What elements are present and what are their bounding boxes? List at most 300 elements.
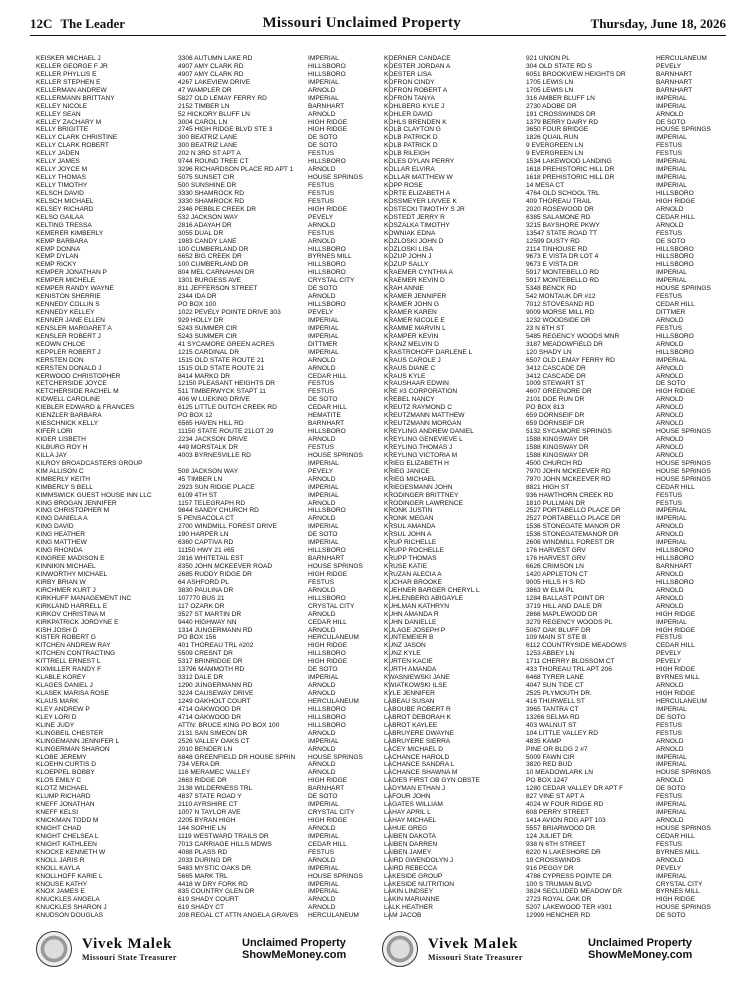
listing-row [36, 333, 380, 341]
owner-city: BYRNES MILL [308, 253, 352, 261]
owner-address: 109 MAIN ST STE B [526, 634, 587, 642]
state-seal-icon [36, 931, 72, 967]
owner-name: KELLY JADEN [36, 150, 80, 158]
owner-city: HOUSE SPRINGS [308, 753, 363, 761]
owner-name: KRUPP ROCHELLE [384, 547, 444, 555]
owner-city: IMPERIAL [308, 801, 339, 809]
owner-address: 100 S TRUMAN BLVD [526, 880, 592, 888]
owner-name: KUNZ JASON [384, 642, 426, 650]
owner-name: KELLY BRIGITTE [36, 126, 89, 134]
owner-address: 619 SHADY CT [178, 904, 225, 912]
owner-city: HILLSBORO [308, 650, 346, 658]
listing-row [36, 833, 380, 841]
owner-city: HILLSBORO [308, 507, 346, 515]
owner-address: 6051 BROOKVIEW HEIGHTS DR [526, 70, 626, 78]
owner-address: 4024 W FOUR RIDGE RD [526, 801, 604, 809]
owner-name: KOLLAR ELVIRA [384, 166, 435, 174]
owner-city: DE SOTO [656, 118, 686, 126]
owner-name: KRIEG JANICE [384, 467, 430, 475]
owner-name: LAKIN MARIANNE [384, 896, 440, 904]
owner-address: 3330 SHAMROCK RD [178, 197, 244, 205]
owner-name: KILBURG ROY H [36, 443, 88, 451]
owner-city: IMPERIAL [308, 737, 339, 745]
owner-city: ARNOLD [308, 293, 336, 301]
listing-row [36, 349, 380, 357]
owner-name: KIM ALLISON C [36, 467, 84, 475]
listing-row [36, 809, 380, 817]
listing-row [384, 507, 728, 515]
owner-name: KRIEGESMANN JOHN [384, 483, 453, 491]
owner-address: 6848 GREENFIELD DR HOUSE SPRIN [178, 753, 296, 761]
owner-name: KUNZ KYLE [384, 650, 421, 658]
owner-city: BARNHART [308, 785, 345, 793]
owner-city: HOUSE SPRINGS [308, 872, 363, 880]
owner-address: 3330 SHAMROCK RD [178, 189, 244, 197]
page-number: 12C [30, 16, 53, 31]
listing-row [36, 277, 380, 285]
owner-name: KWASNIEWSKI JANE [384, 674, 450, 682]
owner-name: KREYLING ANDREW DANIEL [384, 428, 474, 436]
owner-name: LABOUBE ROBERT R [384, 705, 451, 713]
owner-name: KLEY ANDREW P [36, 705, 90, 713]
owner-address: 5 PENSACOLA CT [178, 515, 235, 523]
owner-address: 14 MESA CT [526, 182, 565, 189]
owner-city: ARNOLD [308, 166, 336, 174]
owner-name: LAFOUR JOHN [384, 793, 431, 801]
listing-row [384, 79, 728, 87]
owner-name: KEMP BARBARA [36, 237, 88, 245]
owner-address: 4764 OLD SCHOOL TRL [526, 189, 600, 197]
listing-row [384, 642, 728, 650]
owner-address: 3296 RICHARDSON PLACE RD APT 1 [178, 166, 294, 174]
listing-row [36, 642, 380, 650]
owner-city: CRYSTAL CITY [308, 277, 355, 285]
listing-row [384, 746, 728, 754]
listing-row [384, 666, 728, 674]
listing-row [36, 206, 380, 214]
listing-row [36, 452, 380, 460]
owner-name: KLINGERMAN SHARON [36, 745, 110, 753]
listing-row [384, 357, 728, 365]
owner-city: DE SOTO [656, 785, 686, 793]
owner-name: KEMPER JONATHAN P [36, 269, 107, 277]
owner-address: 1983 CANDY LANE [178, 237, 237, 245]
owner-name: KELLER STEPHEN E [36, 78, 101, 86]
listing-row [36, 547, 380, 555]
owner-city: ARNOLD [308, 682, 336, 690]
listing-row [36, 134, 380, 142]
listing-row [36, 444, 380, 452]
owner-address: 23 N 6TH ST [526, 324, 565, 332]
listing-row [384, 904, 728, 912]
listing-row [384, 253, 728, 261]
owner-city: ARNOLD [656, 777, 684, 785]
owner-address: 4907 AMY CLARK RD [178, 62, 244, 70]
owner-address: 2138 WILDERNESS TRL [178, 785, 253, 793]
listing-row [384, 841, 728, 849]
owner-city: HILLSBORO [308, 70, 346, 78]
owner-name: KELLEY ZACHARY M [36, 118, 102, 126]
owner-city: DITTMER [308, 340, 338, 348]
listing-row [36, 484, 380, 492]
owner-city: ARNOLD [656, 364, 684, 372]
owner-city: FESTUS [656, 229, 683, 237]
owner-address: 2685 RUDDY RIDGE DR [178, 570, 252, 578]
owner-address: 41 SYCAMORE GREEN ACRES [178, 340, 275, 348]
owner-address: 2663 RIDGE DR [178, 777, 227, 785]
owner-name: KRONK MEGAN [384, 515, 434, 523]
owner-city: DE SOTO [308, 142, 338, 150]
owner-city: CRYSTAL CITY [656, 880, 703, 888]
owner-city: HILLSBORO [308, 594, 346, 602]
owner-city: CEDAR HILL [308, 404, 347, 412]
owner-address: 3055 DUAL DR [178, 229, 224, 237]
owner-name: KNOX JAMES E [36, 888, 85, 896]
owner-name: KLOBE JEREMY [36, 753, 87, 761]
listing-row [36, 579, 380, 587]
owner-address: 4267 LAKEVIEW DRIVE [178, 78, 251, 86]
owner-name: KREBEL NANCY [384, 396, 435, 404]
owner-city: HILLSBORO [656, 547, 694, 555]
listing-row [36, 119, 380, 127]
listing-row [384, 634, 728, 642]
owner-name: KOZLOSKI JOHN D [384, 237, 444, 245]
listing-row [36, 674, 380, 682]
owner-address: 117 OZARK DR [178, 602, 225, 610]
listing-row [384, 150, 728, 158]
listing-row [36, 507, 380, 515]
owner-address: 608 PERRY STREET [526, 809, 590, 817]
listing-row [36, 627, 380, 635]
owner-city: CEDAR HILL [308, 372, 347, 380]
owner-name: KNUCKLES SHARON J [36, 904, 107, 912]
owner-name: KETCHERSIDE RACHEL M [36, 388, 119, 396]
listing-row [384, 428, 728, 436]
slogan-website[interactable]: ShowMeMoney.com [242, 949, 347, 961]
owner-city: IMPERIAL [308, 888, 339, 896]
listing-row [36, 714, 380, 722]
listing-row [384, 71, 728, 79]
owner-address: 1588 KINGSWAY DR [526, 451, 589, 459]
listing-row [36, 214, 380, 222]
issue-date: Thursday, June 18, 2026 [590, 16, 726, 31]
owner-name: KOSTECKI TIMOTHY S JR [384, 205, 465, 213]
owner-city: IMPERIAL [656, 753, 687, 761]
owner-name: KOSSMEYER LIVVEE K [384, 197, 457, 205]
owner-city: ARNOLD [656, 316, 684, 324]
owner-address: 4786 CYPRESS POINTE DR [526, 872, 612, 880]
owner-name: LAHAY MICHAEL [384, 817, 437, 824]
owner-name: KINGREE MADISON E [36, 555, 105, 563]
listing-row [36, 63, 380, 71]
owner-city: FESTUS [656, 793, 683, 801]
listing-row [36, 317, 380, 325]
owner-city: ARNOLD [656, 531, 684, 539]
owner-city: BYRNES MILL [656, 848, 700, 856]
owner-city: IMPERIAL [656, 174, 687, 182]
owner-city: ARNOLD [308, 904, 336, 912]
listing-row [384, 261, 728, 269]
listing-row [384, 571, 728, 579]
listing-row [36, 476, 380, 484]
owner-city: DE SOTO [308, 531, 338, 539]
owner-city: DE SOTO [308, 666, 338, 674]
owner-name: KERWOOD CHRISTOPHER [36, 372, 121, 380]
owner-address: 2606 WINDMILL FOREST DR [526, 539, 615, 547]
treasurer-title: Missouri State Treasurer [428, 953, 523, 962]
owner-address: 2010 BENDER LN [178, 745, 233, 753]
owner-city: ARNOLD [656, 451, 684, 459]
listing-row [384, 380, 728, 388]
owner-address: 7012 STOVESAND RD [526, 301, 595, 309]
owner-name: KUCHAR BROOKE [384, 578, 442, 586]
owner-name: KRAMER NICOLE E [384, 316, 445, 324]
listing-row [384, 246, 728, 254]
listing-row [36, 492, 380, 500]
owner-address: 2152 TIMBER LN [178, 102, 230, 110]
owner-address: 1232 WOODSIDE DR [526, 316, 591, 324]
owner-address: 6468 TYRER LANE [526, 674, 584, 682]
owner-address: 5483 MYSTIC OAKS DR [178, 864, 251, 872]
owner-city: ARNOLD [308, 515, 336, 523]
owner-address: 916 PEGGY DR [526, 864, 574, 872]
owner-city: PEVELY [308, 213, 334, 221]
owner-address: 3004 CAROL LN [178, 118, 228, 126]
listing-row [384, 515, 728, 523]
owner-name: KENNER JANE ELLEN [36, 316, 105, 324]
owner-city: IMPERIAL [308, 459, 339, 467]
owner-name: KOFRON TANYA [384, 94, 435, 102]
owner-city: ARNOLD [308, 761, 336, 769]
owner-city: ARNOLD [308, 626, 336, 634]
owner-name: KNUDSON DOUGLAS [36, 912, 104, 917]
owner-name: KRONK JUSTIN [384, 507, 433, 515]
owner-address: 45 TIMBER LN [178, 475, 223, 483]
owner-city: FESTUS [308, 197, 335, 205]
owner-city: HILLSBORO [308, 269, 346, 277]
owner-name: KLEY LORI D [36, 713, 77, 721]
owner-city: HOUSE SPRINGS [308, 174, 363, 182]
owner-address: 12999 HENCHER RD [526, 912, 591, 917]
owner-city: HIGH RIDGE [656, 626, 696, 634]
owner-city: CEDAR HILL [308, 618, 347, 626]
listing-row [384, 500, 728, 508]
owner-address: 5075 SUNSET CIR [178, 174, 235, 182]
owner-city: HILLSBORO [308, 547, 346, 555]
owner-address: 9005 HILLS H S RD [526, 578, 586, 586]
listing-row [36, 523, 380, 531]
owner-address: 8821 HIGH ST [526, 483, 570, 491]
owner-name: KLINE JUDY [36, 721, 75, 729]
listing-row [36, 261, 380, 269]
listing-row [384, 801, 728, 809]
listing-row [36, 238, 380, 246]
owner-name: KNOLL JARIS R [36, 856, 85, 864]
owner-name: KRODINGER LAWRENCE [384, 499, 463, 507]
owner-name: KOLB PATRICK D [384, 142, 438, 150]
owner-address: 191 CROSSWINDS DR [526, 110, 596, 118]
listing-column-left [36, 55, 380, 917]
listing-row [384, 317, 728, 325]
owner-address: 7970 JOHN MCKEEVER RD [526, 475, 611, 483]
listing-row [36, 754, 380, 762]
owner-name: KLINGBEIL CHESTER [36, 729, 104, 737]
listing-row [36, 722, 380, 730]
owner-address: 9 EVERGREEN LN [526, 142, 584, 150]
owner-city: HILLSBORO [656, 348, 694, 356]
owner-name: KETCHERSIDE JOYCE [36, 380, 107, 388]
owner-city: DE SOTO [308, 793, 338, 801]
listing-row [36, 904, 380, 912]
owner-address: 1536 STONEGATE MANOR DR [526, 523, 621, 531]
owner-name: KOHLER DAVID [384, 110, 433, 118]
listing-row [36, 706, 380, 714]
owner-name: KIMBERLY S BELL [36, 483, 93, 491]
owner-name: KNUCKLES ANGELA [36, 896, 100, 904]
owner-address: 5009 FAWN CIR [526, 753, 575, 761]
listing-row [36, 158, 380, 166]
listing-row [36, 103, 380, 111]
listing-row [384, 214, 728, 222]
owner-name: KERSTEN DONALD J [36, 364, 102, 372]
owner-address: 4714 OAKWOOD DR [178, 713, 242, 721]
listing-row [36, 460, 380, 468]
owner-address: 8414 MARKO DR [178, 372, 231, 380]
owner-name: KREYLING VICTORIA M [384, 451, 458, 459]
listing-row [384, 341, 728, 349]
owner-address: 1588 KINGSWAY DR [526, 436, 589, 443]
owner-address: 416 THURWELL ST [526, 697, 585, 705]
owner-city: CEDAR HILL [656, 642, 695, 650]
owner-address: 176 HARVEST GRV [526, 555, 586, 563]
owner-city: HOUSE SPRINGS [308, 451, 363, 459]
footer-block-left [36, 928, 382, 970]
owner-name: KRAMPER KEVIN [384, 332, 439, 340]
owner-city: DE SOTO [656, 912, 686, 917]
owner-city: IMPERIAL [308, 539, 339, 547]
owner-city: ARNOLD [308, 356, 336, 364]
slogan-line-1: Unclaimed Property [588, 937, 692, 949]
owner-name: KRSUL AMANDA [384, 523, 436, 531]
listing-row [384, 95, 728, 103]
owner-address: 500 SUNSHINE DR [178, 182, 237, 189]
owner-name: KREUTZMANN MATTHEW [384, 412, 465, 420]
owner-city: ARNOLD [656, 205, 684, 213]
owner-address: 1420 APPLETON CT [526, 570, 588, 578]
owner-name: KORTE ELIZABETH A [384, 189, 451, 197]
owner-name: KRAUSHAAR EDWIN [384, 380, 449, 388]
listing-row [384, 881, 728, 889]
owner-name: KUHLMAN KATHRYN [384, 602, 449, 610]
listing-row [384, 238, 728, 246]
owner-name: KRIEG ELIZABETH H [384, 459, 449, 467]
owner-name: KREYLING GENEVIEVE L [384, 436, 463, 443]
owner-name: KITCHEN ANDREW RAY [36, 642, 111, 650]
owner-address: 2020 ROSEWOOD DR [526, 205, 594, 213]
owner-address: 511 TIMBERWYCK STAPT 11 [178, 388, 266, 396]
owner-address [178, 460, 308, 468]
owner-city: ARNOLD [308, 610, 336, 618]
owner-address: 5243 SUMMER CIR [178, 324, 237, 332]
owner-name: KENSLER MARGARET A [36, 324, 112, 332]
slogan-website[interactable]: ShowMeMoney.com [588, 949, 693, 961]
listing-row [36, 285, 380, 293]
owner-address: 11150 STATE ROUTE 21LOT 29 [178, 428, 274, 436]
listing-row [36, 817, 380, 825]
owner-city: IMPERIAL [656, 809, 687, 817]
listing-row [384, 873, 728, 881]
owner-address: 100 CUMBERLAND DR [178, 261, 249, 269]
owner-name: LAKIN LINDSEY [384, 888, 434, 896]
listing-row [36, 865, 380, 873]
owner-address: 6385 SALAMONE RD [526, 213, 591, 221]
listing-row [384, 436, 728, 444]
owner-city: BARNHART [656, 86, 693, 94]
owner-name: LAKESIDE GROUP [384, 872, 443, 880]
owner-address: 12599 DUSTY RD [526, 237, 580, 245]
owner-city: HILLSBORO [656, 261, 694, 269]
owner-address: 3412 CASCADE DR [526, 372, 586, 380]
owner-address: 3650 FOUR BRIDGE [526, 126, 589, 134]
owner-name: KIMBERLY KEITH [36, 475, 90, 483]
column-divider [389, 55, 390, 920]
owner-address: 3279 REGENCY WOODS PL [526, 618, 613, 626]
owner-address: 5827 OLD LEMAY FERRY RD [178, 94, 267, 102]
owner-name: KELSO GAILAA [36, 213, 84, 221]
listing-row [36, 230, 380, 238]
owner-address: PO BOX 12 [178, 412, 213, 420]
owner-name: KOLLAR MATTHEW W [384, 174, 453, 182]
owner-city: IMPERIAL [308, 332, 339, 340]
owner-address: 6125 LITTLE DUTCH CREEK RD [178, 404, 277, 412]
listing-row [384, 849, 728, 857]
owner-name: KIRKLAND HARRELL E [36, 602, 108, 610]
owner-city: HIGH RIDGE [656, 896, 696, 904]
owner-address: 107770 BUS 21 [178, 594, 225, 602]
owner-address: 1534 LAKEWOOD LANDING [526, 158, 612, 166]
listing-row [36, 595, 380, 603]
owner-address: 7013 CARRIAGE HILLS MDWS [178, 840, 272, 848]
owner-name: LACEY MICHAEL D [384, 745, 443, 753]
listing-row [384, 87, 728, 95]
listing-row [384, 277, 728, 285]
owner-name: KOWNIAK EDNA [384, 229, 436, 237]
listing-row [384, 158, 728, 166]
owner-city: HILLSBORO [656, 332, 694, 340]
owner-address: 3824 SECLUDED MEADOW DR [526, 888, 622, 896]
owner-address: 5067 OAK BLUFF DR [526, 626, 591, 634]
listing-row [384, 793, 728, 801]
owner-city: HOUSE SPRINGS [656, 769, 711, 777]
owner-address: 1119 WESTWARD TRAILS DR [178, 832, 269, 840]
owner-city: ARNOLD [656, 372, 684, 380]
listing-row [36, 881, 380, 889]
owner-city: IMPERIAL [308, 55, 339, 62]
owner-address: 2110 AYRSHIRE CT [178, 801, 238, 809]
listing-row [36, 896, 380, 904]
owner-address: 6652 BIG CREEK DR [178, 253, 242, 261]
owner-city: FESTUS [656, 324, 683, 332]
owner-address: 1826 QUAIL RUN [526, 134, 579, 142]
owner-city: ARNOLD [656, 404, 684, 412]
listing-row [36, 563, 380, 571]
slogan-line-1: Unclaimed Property [242, 937, 346, 949]
owner-address: PO BOX 1247 [526, 777, 568, 785]
listing-row [36, 388, 380, 396]
owner-city: ARNOLD [656, 745, 684, 753]
owner-name: KOESTER JORDAN A [384, 62, 451, 70]
owner-name: LAIBEN JAMEY [384, 848, 432, 856]
